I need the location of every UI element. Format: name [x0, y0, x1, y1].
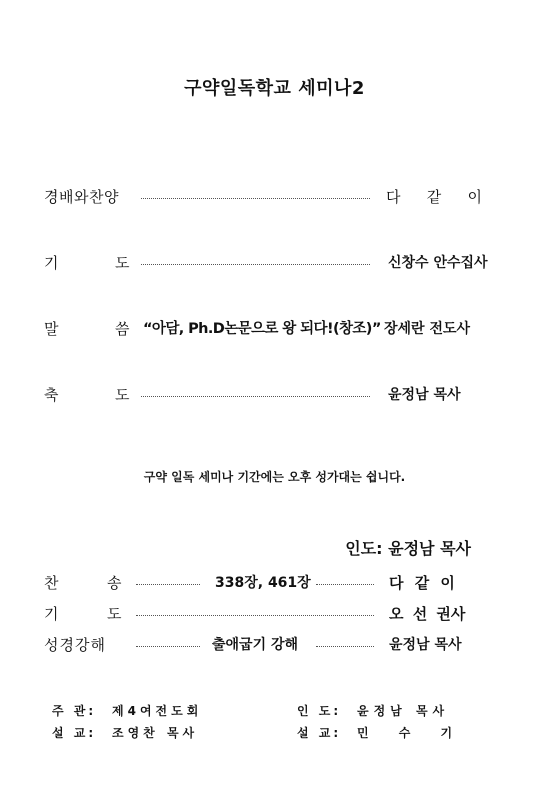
page-title: 구약일독학교 세미나2	[184, 78, 365, 99]
program-person: 오 선 권사	[389, 605, 466, 623]
program-label: 기	[44, 605, 59, 623]
program-label: 찬	[44, 574, 59, 592]
bible-lecture-topic: 출애굽기 강해	[212, 637, 299, 653]
program-label: 말	[44, 320, 59, 338]
dot-leader	[136, 615, 374, 616]
program-person-char: 다	[386, 188, 401, 206]
presider-line: 인도: 윤정남 목사	[345, 539, 471, 558]
program-label: 도	[107, 605, 122, 623]
program-person: 다 같 이	[389, 574, 455, 592]
footer-preacher2-label: 설 교:	[297, 726, 342, 740]
program-person-char: 이	[467, 188, 482, 206]
program-label: 도	[115, 386, 130, 404]
dot-leader	[141, 198, 370, 199]
program-person: 신창수 안수집사	[388, 255, 488, 271]
footer-preacher-label: 설 교:	[52, 726, 97, 740]
hymn-numbers: 338장, 461장	[215, 575, 311, 591]
program-label: 성경강해	[44, 636, 106, 654]
dot-leader	[316, 584, 374, 585]
dot-leader	[141, 396, 370, 397]
dot-leader	[136, 646, 200, 647]
program-person: 장세란 전도사	[384, 321, 471, 337]
footer-preacher2-value: 민 수 기	[357, 726, 453, 740]
sermon-title: “아담, Ph.D논문으로 왕 되다!(창조)”	[143, 321, 381, 337]
footer-leader-value: 윤정남 목사	[357, 704, 450, 718]
program-label: 경배와찬양	[44, 188, 119, 206]
footer-preacher-value: 조영찬 목사	[112, 726, 199, 740]
program-person: 윤정남 목사	[388, 387, 461, 403]
dot-leader	[136, 584, 200, 585]
program-label: 송	[107, 574, 122, 592]
notice-text: 구약 일독 세미나 기간에는 오후 성가대는 쉽니다.	[143, 470, 406, 484]
dot-leader	[141, 264, 370, 265]
program-person-text	[386, 186, 482, 207]
footer-host-value: 제4여전도회	[112, 704, 203, 718]
dot-leader	[316, 646, 374, 647]
program-person: 윤정남 목사	[389, 637, 462, 653]
program-label: 씀	[115, 320, 130, 338]
footer-host-label: 주 관:	[52, 704, 97, 718]
footer-leader-label: 인 도:	[297, 704, 342, 718]
program-person	[386, 186, 482, 207]
program-person-char: 같	[426, 188, 442, 206]
program-label: 축	[44, 386, 59, 404]
program-label: 도	[115, 254, 130, 272]
program-label: 기	[44, 254, 59, 272]
